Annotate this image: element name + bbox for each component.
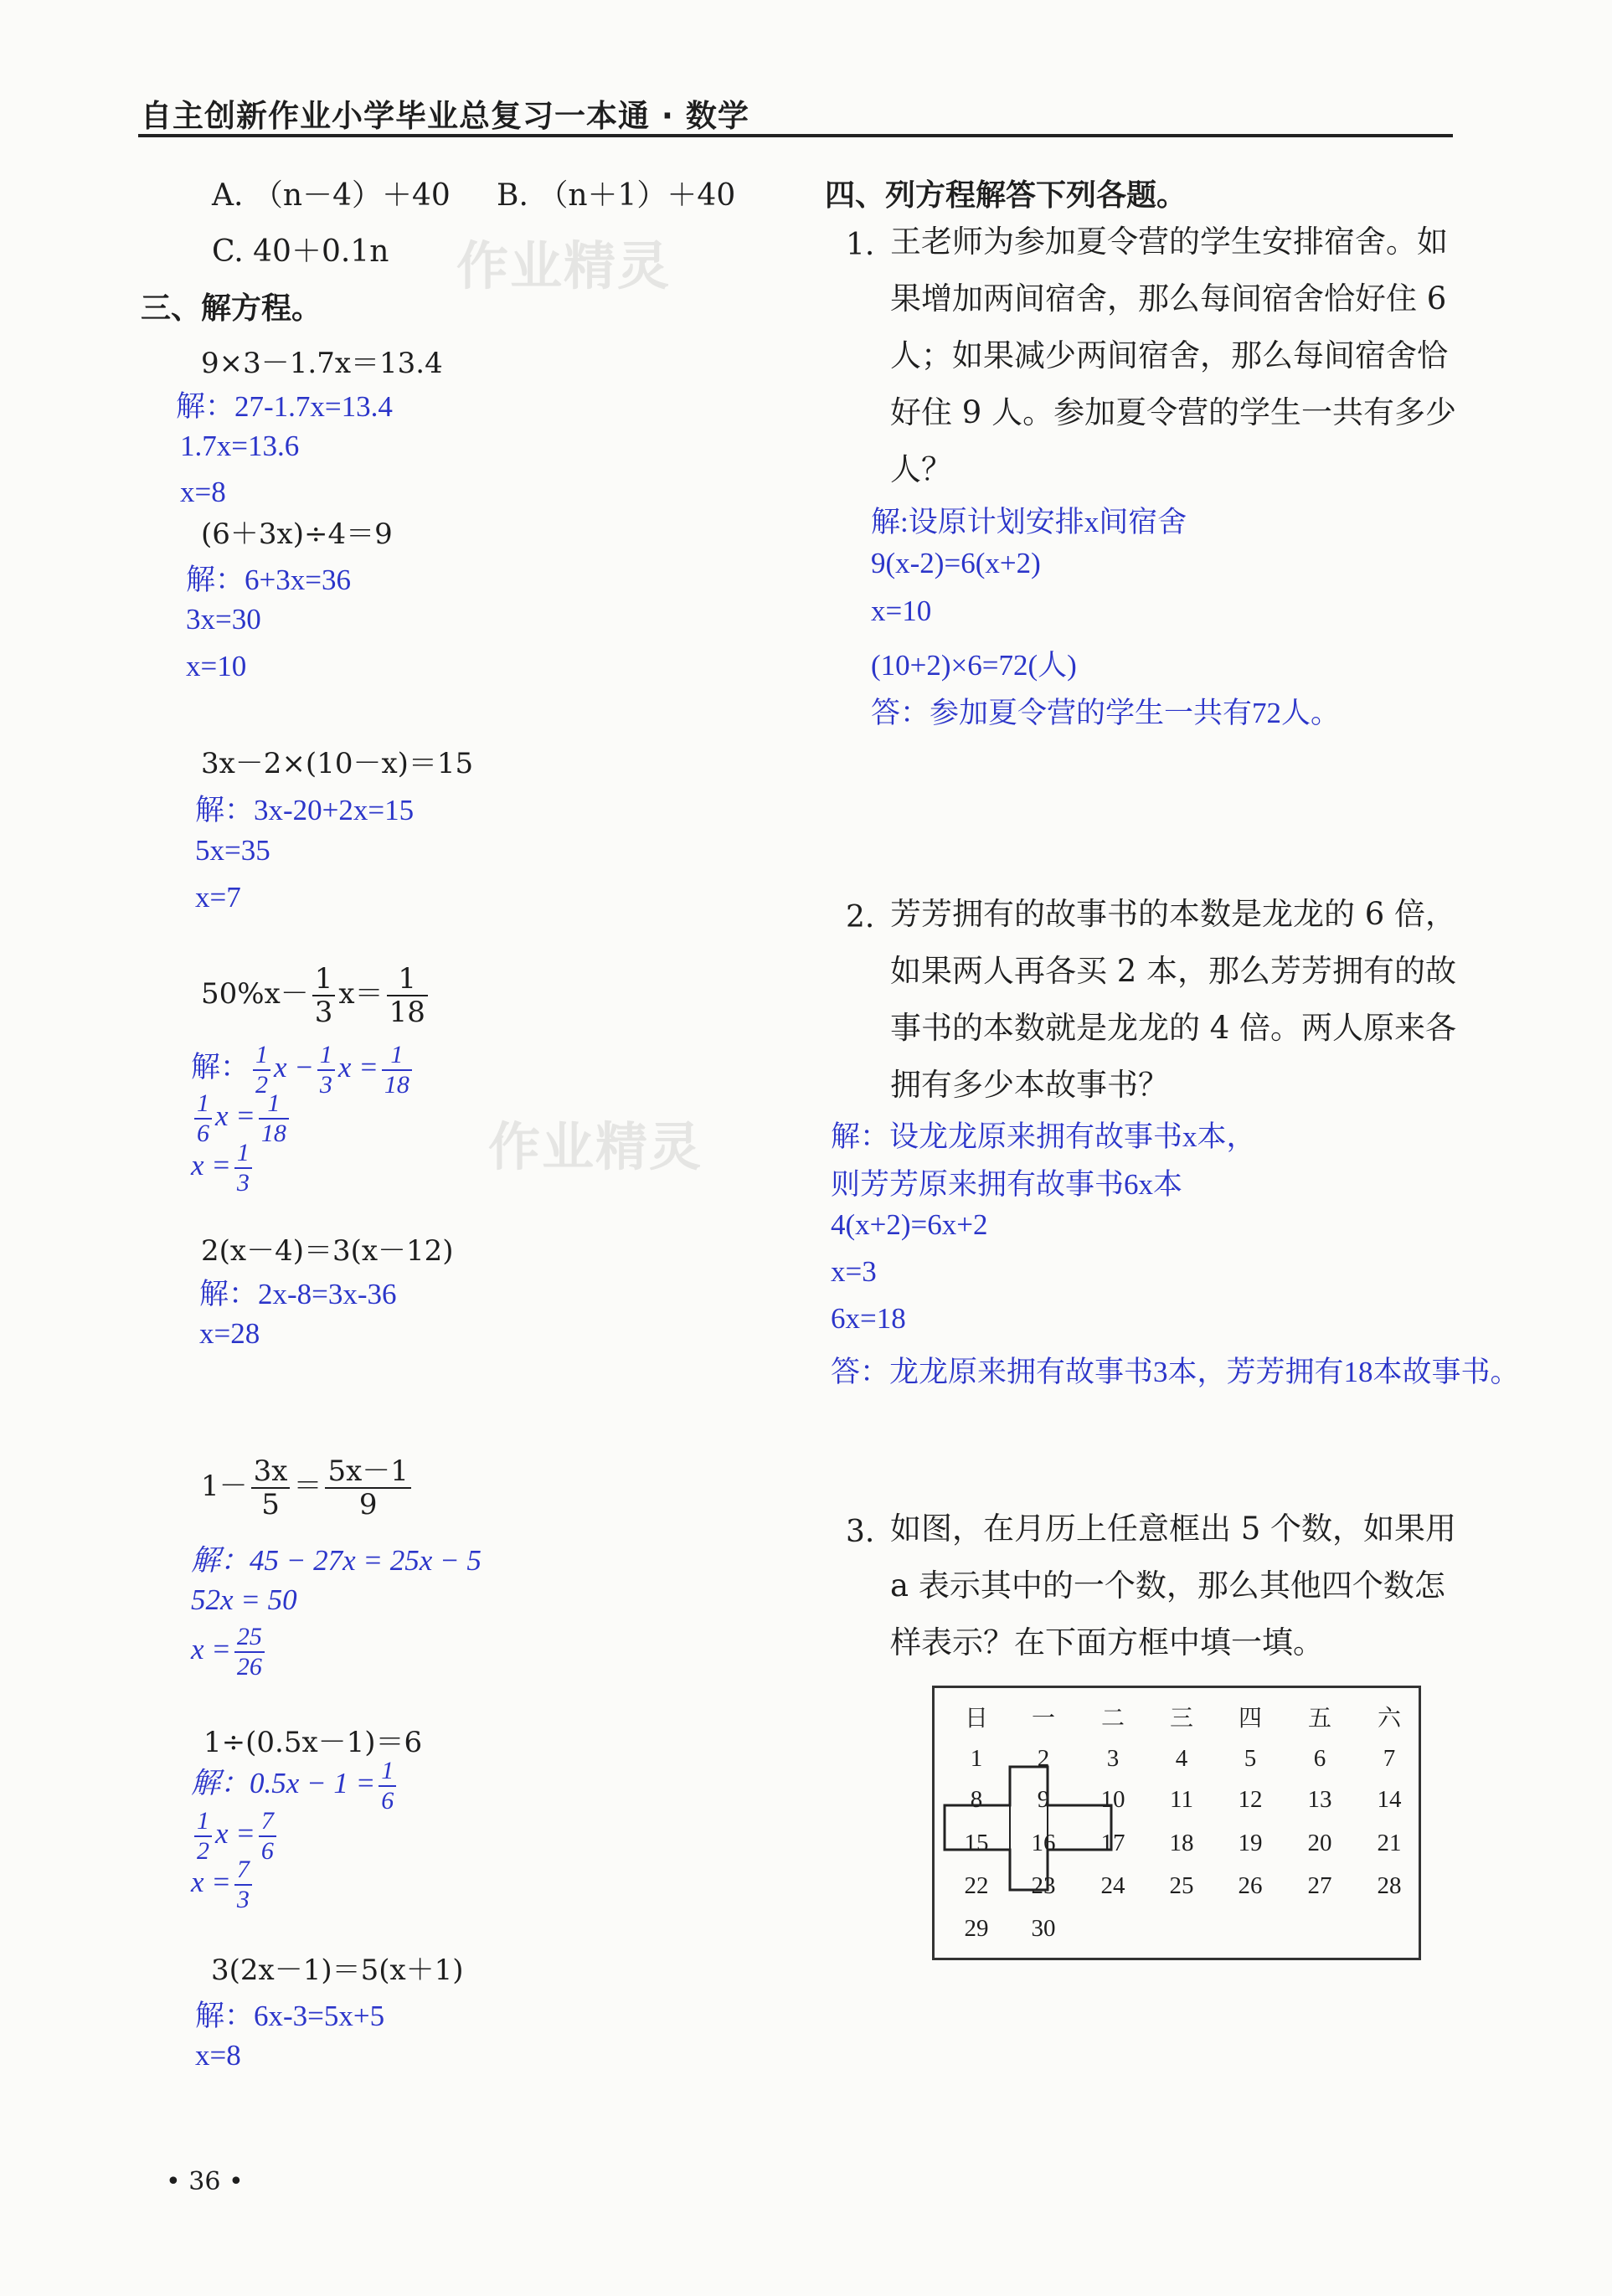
calendar-header: 二 — [1100, 1704, 1125, 1732]
calendar-day: 14 — [1377, 1786, 1402, 1813]
calendar-day: 20 — [1307, 1830, 1332, 1856]
answer-line: 4(x+2)=6x+2 — [831, 1208, 988, 1241]
calendar-day: 1 — [970, 1745, 983, 1772]
question-number: 1. — [846, 228, 875, 262]
problem-text: 50%x－ $\frac{1}{3}$ x＝ $\frac{1}{18}$ — [201, 965, 431, 1027]
calendar-day: 4 — [1175, 1745, 1188, 1772]
header-rule — [138, 134, 1453, 137]
answer-line: x=7 — [195, 881, 241, 914]
calendar-day: 8 — [970, 1786, 983, 1813]
question-number: 2. — [846, 900, 875, 934]
calendar-day: 6 — [1313, 1745, 1326, 1772]
calendar-day: 11 — [1170, 1786, 1193, 1813]
answer-line: 解：0.5x − 1 = $\frac{1}{6}$ — [191, 1758, 399, 1814]
question-number: 3. — [846, 1515, 875, 1549]
answer-line: 解：45 − 27x = 25x − 5 — [191, 1544, 482, 1577]
answer-line: x=10 — [186, 650, 247, 682]
calendar-day: 5 — [1244, 1745, 1257, 1772]
answer-line: x=8 — [195, 2039, 241, 2072]
answer-line: 则芳芳原来拥有故事书6x本 — [831, 1168, 1183, 1201]
watermark: 作业精灵 — [488, 1116, 703, 1177]
calendar-day: 23 — [1031, 1872, 1056, 1899]
calendar-day: 19 — [1238, 1830, 1263, 1856]
answer-line: 5x=35 — [195, 834, 270, 867]
calendar-day: 16 — [1031, 1830, 1056, 1856]
answer-line: 答：参加夏令营的学生一共有72人。 — [871, 697, 1341, 729]
calendar-day: 30 — [1031, 1915, 1056, 1942]
answer-line: (10+2)×6=72(人) — [871, 649, 1077, 682]
answer-line: 解：27-1.7x=13.4 — [176, 390, 393, 423]
calendar-header: 五 — [1307, 1704, 1331, 1732]
option-c: C. 40＋0.1n — [212, 234, 389, 269]
answer-line: $\frac{1}{2}$ x = $\frac{7}{6}$ — [191, 1809, 280, 1864]
problem-text: 1－ $\frac{3x}{5}$ ＝ $\frac{5x-1}{9}$ — [201, 1457, 415, 1519]
answer-line: x=3 — [831, 1255, 877, 1288]
answer-line: 1.7x=13.6 — [180, 430, 300, 462]
calendar-day: 27 — [1307, 1872, 1332, 1899]
answer-line: 3x=30 — [186, 603, 261, 636]
calendar-day: 17 — [1100, 1830, 1125, 1856]
calendar-day: 2 — [1037, 1745, 1050, 1772]
calendar-header: 三 — [1169, 1704, 1193, 1732]
problem-text: 2(x－4)＝3(x－12) — [201, 1234, 454, 1268]
calendar-header: 六 — [1377, 1704, 1401, 1732]
answer-line: x = $\frac{1}{3}$ — [191, 1140, 255, 1196]
answer-line: 解：6x-3=5x+5 — [195, 2000, 385, 2032]
section-4-title: 四、列方程解答下列各题。 — [825, 178, 1187, 213]
answer-line: x=10 — [871, 595, 932, 627]
answer-line: x = $\frac{25}{26}$ — [191, 1624, 268, 1680]
cross-frame — [932, 1686, 1421, 1960]
option-b: B. （n＋1）＋40 — [497, 178, 736, 213]
option-a: A. （n－4）＋40 — [212, 178, 451, 213]
answer-line: 答：龙龙原来拥有故事书3本，芳芳拥有18本故事书。 — [831, 1356, 1520, 1388]
answer-line: 解： $\frac{1}{2}$ x − $\frac{1}{3}$ x = $\frac{1}{18}$ — [191, 1042, 415, 1098]
problem-text: 1÷(0.5x－1)＝6 — [203, 1726, 423, 1759]
calendar-day: 7 — [1383, 1745, 1396, 1772]
section-3-title: 三、解方程。 — [141, 291, 322, 326]
answer-line: 解：2x-8=3x-36 — [199, 1278, 397, 1310]
question-text: 芳芳拥有的故事书的本数是龙龙的 6 倍，如果两人再各买 2 本，那么芳芳拥有的故事书的本数就是龙龙的 4 倍。两人原来各拥有多少本故事书？ — [890, 896, 1457, 1103]
cross-frame-outline — [945, 1767, 1111, 1890]
calendar-day: 18 — [1169, 1830, 1194, 1856]
problem-text: 3x－2×(10－x)＝15 — [201, 747, 474, 780]
calendar-day: 13 — [1307, 1786, 1332, 1813]
calendar-day: 22 — [964, 1872, 989, 1899]
running-header: 自主创新作业小学毕业总复习一本通 · 数学 — [141, 98, 749, 134]
answer-line: 解：3x-20+2x=15 — [195, 794, 415, 826]
question-text: 王老师为参加夏令营的学生安排宿舍。如果增加两间宿舍，那么每间宿舍恰好住 6 人；如果减少两间宿舍，那么每间宿舍恰好住 9 人。参加夏令营的学生一共有多少人？ — [890, 224, 1457, 487]
question-text: 如图，在月历上任意框出 5 个数，如果用 a 表示其中的一个数，那么其他四个数怎样表示？在下面方框中填一填。 — [890, 1511, 1457, 1660]
answer-line: $\frac{1}{6}$ x = $\frac{1}{18}$ — [191, 1091, 292, 1146]
calendar-header: 一 — [1031, 1704, 1055, 1732]
problem-text: (6＋3x)÷4＝9 — [201, 517, 393, 551]
answer-line: 解:设原计划安排x间宿舍 — [871, 506, 1187, 538]
calendar-header: 日 — [964, 1704, 988, 1732]
calendar-day: 3 — [1106, 1745, 1120, 1772]
calendar-header: 四 — [1238, 1704, 1262, 1732]
calendar-day: 28 — [1377, 1872, 1402, 1899]
answer-line: x=8 — [180, 476, 226, 508]
calendar-day: 29 — [964, 1915, 989, 1942]
problem-text: 3(2x－1)＝5(x＋1) — [211, 1954, 464, 1987]
calendar-day: 12 — [1238, 1786, 1263, 1813]
answer-line: x=28 — [199, 1317, 260, 1350]
calendar-day: 15 — [964, 1830, 989, 1856]
answer-line: 9(x-2)=6(x+2) — [871, 547, 1041, 579]
calendar-day: 25 — [1169, 1872, 1194, 1899]
answer-line: 6x=18 — [831, 1302, 906, 1335]
page-number: • 36 • — [166, 2167, 244, 2196]
answer-line: 52x = 50 — [191, 1583, 297, 1616]
watermark: 作业精灵 — [456, 235, 672, 296]
calendar-day: 24 — [1100, 1872, 1125, 1899]
calendar-day: 10 — [1100, 1786, 1125, 1813]
answer-line: x = $\frac{7}{3}$ — [191, 1857, 255, 1912]
calendar-day: 26 — [1238, 1872, 1263, 1899]
answer-line: 解：6+3x=36 — [186, 564, 351, 596]
calendar-day: 9 — [1037, 1786, 1050, 1813]
calendar-day: 21 — [1377, 1830, 1402, 1856]
answer-line: 解：设龙龙原来拥有故事书x本， — [831, 1120, 1256, 1153]
calendar — [932, 1686, 1421, 1960]
problem-text: 9×3－1.7x＝13.4 — [201, 347, 443, 380]
